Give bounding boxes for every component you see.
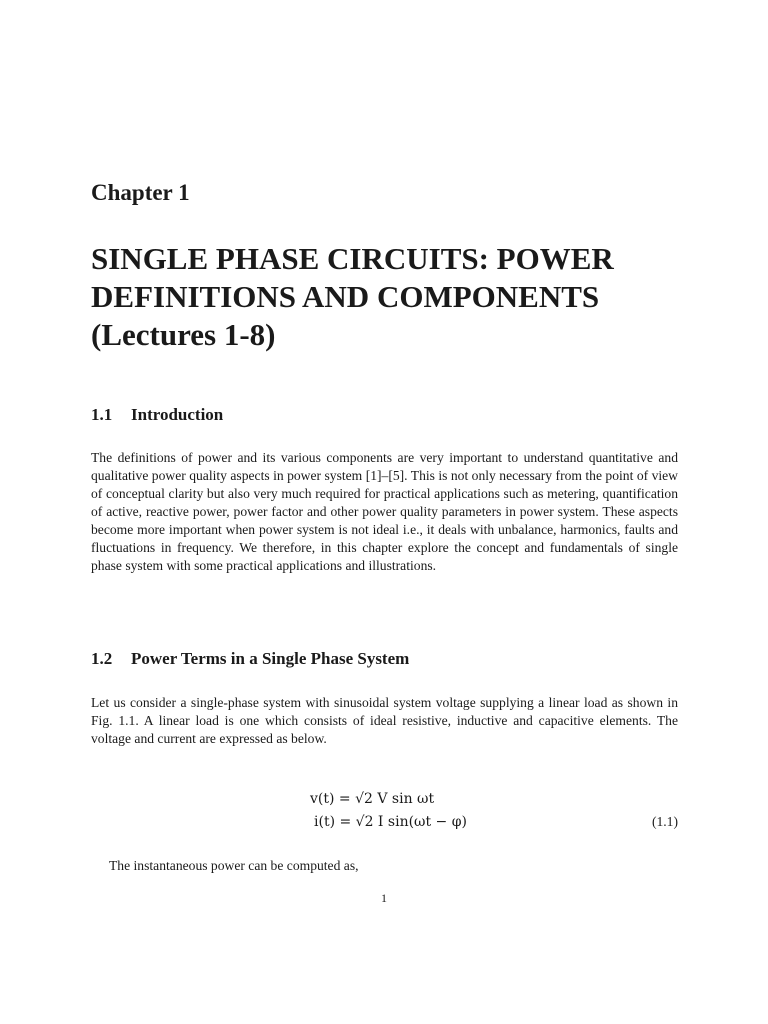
section-number: 1.2 [91, 649, 113, 668]
section-title: Power Terms in a Single Phase System [131, 649, 410, 668]
section-title: Introduction [131, 405, 224, 424]
section-number: 1.1 [91, 405, 113, 424]
chapter-title: SINGLE PHASE CIRCUITS: POWER DEFINITIONS AND COMPONENTS (Lectures 1-8) [91, 241, 614, 352]
voltage-equation: v(t) = √2 V sin ωt [310, 791, 435, 807]
current-equation: i(t) = √2 I sin(ωt − φ) [314, 814, 467, 830]
instantaneous-power-text: The instantaneous power can be computed as, [109, 858, 359, 873]
equation-block [0, 788, 768, 838]
section-heading-introduction [91, 404, 223, 426]
power-terms-paragraph: Let us consider a single-phase system with sinusoidal system voltage supplying a linear load as shown in Fig. 1.1. A linear load is one which consists of ideal resistive, inductive and capacitive elements. The voltage and current are expressed as below. [91, 695, 678, 746]
page-number: 1 [381, 891, 387, 905]
chapter-label: Chapter 1 [91, 180, 190, 205]
section-heading-power-terms [91, 648, 409, 670]
introduction-paragraph: The definitions of power and its various components are very important to understand quantitative and qualitative power quality aspects in power system [1]–[5]. This is not only necessary from the point of view of conceptual clarity but also very much required for practical applications such as metering, quantification of active, reactive power, power factor and other power quality parameters in power system. These aspects become more important when power system is not ideal i.e., it deals with unbalance, harmonics, faults and fluctuations in frequency. We therefore, in this chapter explore the concept and fundamentals of single phase system with some practical applications and illustrations. [91, 450, 678, 573]
equation-number: (1.1) [651, 814, 678, 829]
